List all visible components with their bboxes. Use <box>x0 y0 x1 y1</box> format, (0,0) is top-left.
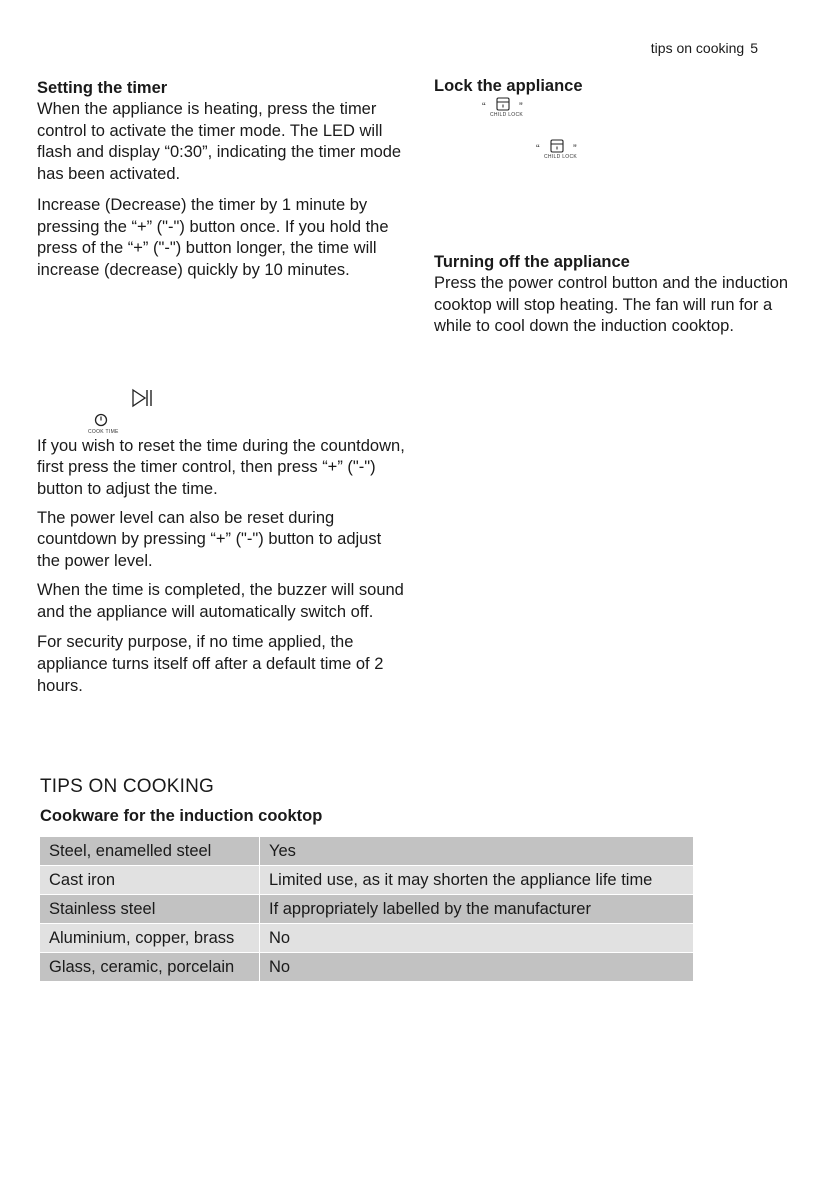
page-number: 5 <box>750 40 758 56</box>
suitability-cell: Limited use, as it may shorten the appliance life time <box>260 866 694 895</box>
timer-heading: Setting the timer <box>37 79 168 97</box>
material-cell: Glass, ceramic, porcelain <box>40 953 260 982</box>
timer-paragraph-6: For security purpose, if no time applied, the appliance turns itself off after a default time of 2 hours. <box>37 633 384 695</box>
header-section: tips on cooking <box>650 40 745 56</box>
cookware-table <box>40 837 693 982</box>
timer-icons <box>37 282 407 435</box>
table-row <box>40 953 693 982</box>
timer-paragraph-4: The power level can also be reset during countdown by pressing “+” ("-") button to adjust the power level. <box>37 508 382 571</box>
lock-heading: Lock the appliance <box>434 77 583 95</box>
table-row <box>40 895 693 924</box>
material-cell: Stainless steel <box>40 895 260 924</box>
cook-time-label: COOK TIME <box>88 428 119 435</box>
lock-icon <box>550 139 564 153</box>
turnoff-heading: Turning off the appliance <box>434 253 630 271</box>
timer-paragraph-1: When the appliance is heating, press the timer control to activate the timer mode. The LED will flash and display “0:30”, indicating the timer mode has been activated. <box>37 100 402 184</box>
lock-icons: “ ” CHILD LOCK “ ” CHILD LOCK <box>434 97 794 247</box>
suitability-cell: Yes <box>260 837 694 866</box>
child-lock-label-1: CHILD LOCK <box>490 112 524 118</box>
cookware-heading: Cookware for the induction cooktop <box>40 807 323 825</box>
table-row <box>40 837 693 866</box>
table-row <box>40 924 693 953</box>
timer-clock-icon <box>94 413 108 427</box>
timer-paragraph-2: Increase (Decrease) the timer by 1 minute by pressing the “+” ("-") button once. If you hold the press of the “+” ("-") button longer, the time will increase (decrease) quickly by 10 minutes. <box>37 195 389 279</box>
suitability-cell: No <box>260 953 694 982</box>
lock-icon <box>496 97 510 111</box>
material-cell: Steel, enamelled steel <box>40 837 260 866</box>
material-cell: Cast iron <box>40 866 260 895</box>
suitability-cell: No <box>260 924 694 953</box>
right-column <box>434 75 794 338</box>
turnoff-paragraph: Press the power control button and the induction cooktop will stop heating. The fan will run for a while to cool down the induction cooktop. <box>434 274 789 336</box>
timer-paragraph-5: When the time is completed, the buzzer will sound and the appliance will automatically switch off. <box>37 580 404 621</box>
timer-paragraph-3: If you wish to reset the time during the countdown, first press the timer control, then press “+” ("-") button to adjust the time. <box>37 436 405 499</box>
section-title: TIPS ON COOKING <box>40 776 215 797</box>
running-header <box>651 40 758 56</box>
material-cell: Aluminium, copper, brass <box>40 924 260 953</box>
suitability-cell: If appropriately labelled by the manufacturer <box>260 895 694 924</box>
child-lock-label-2: CHILD LOCK <box>544 154 578 160</box>
play-pause-icon <box>131 388 153 408</box>
left-column <box>37 77 407 697</box>
table-row <box>40 866 693 895</box>
